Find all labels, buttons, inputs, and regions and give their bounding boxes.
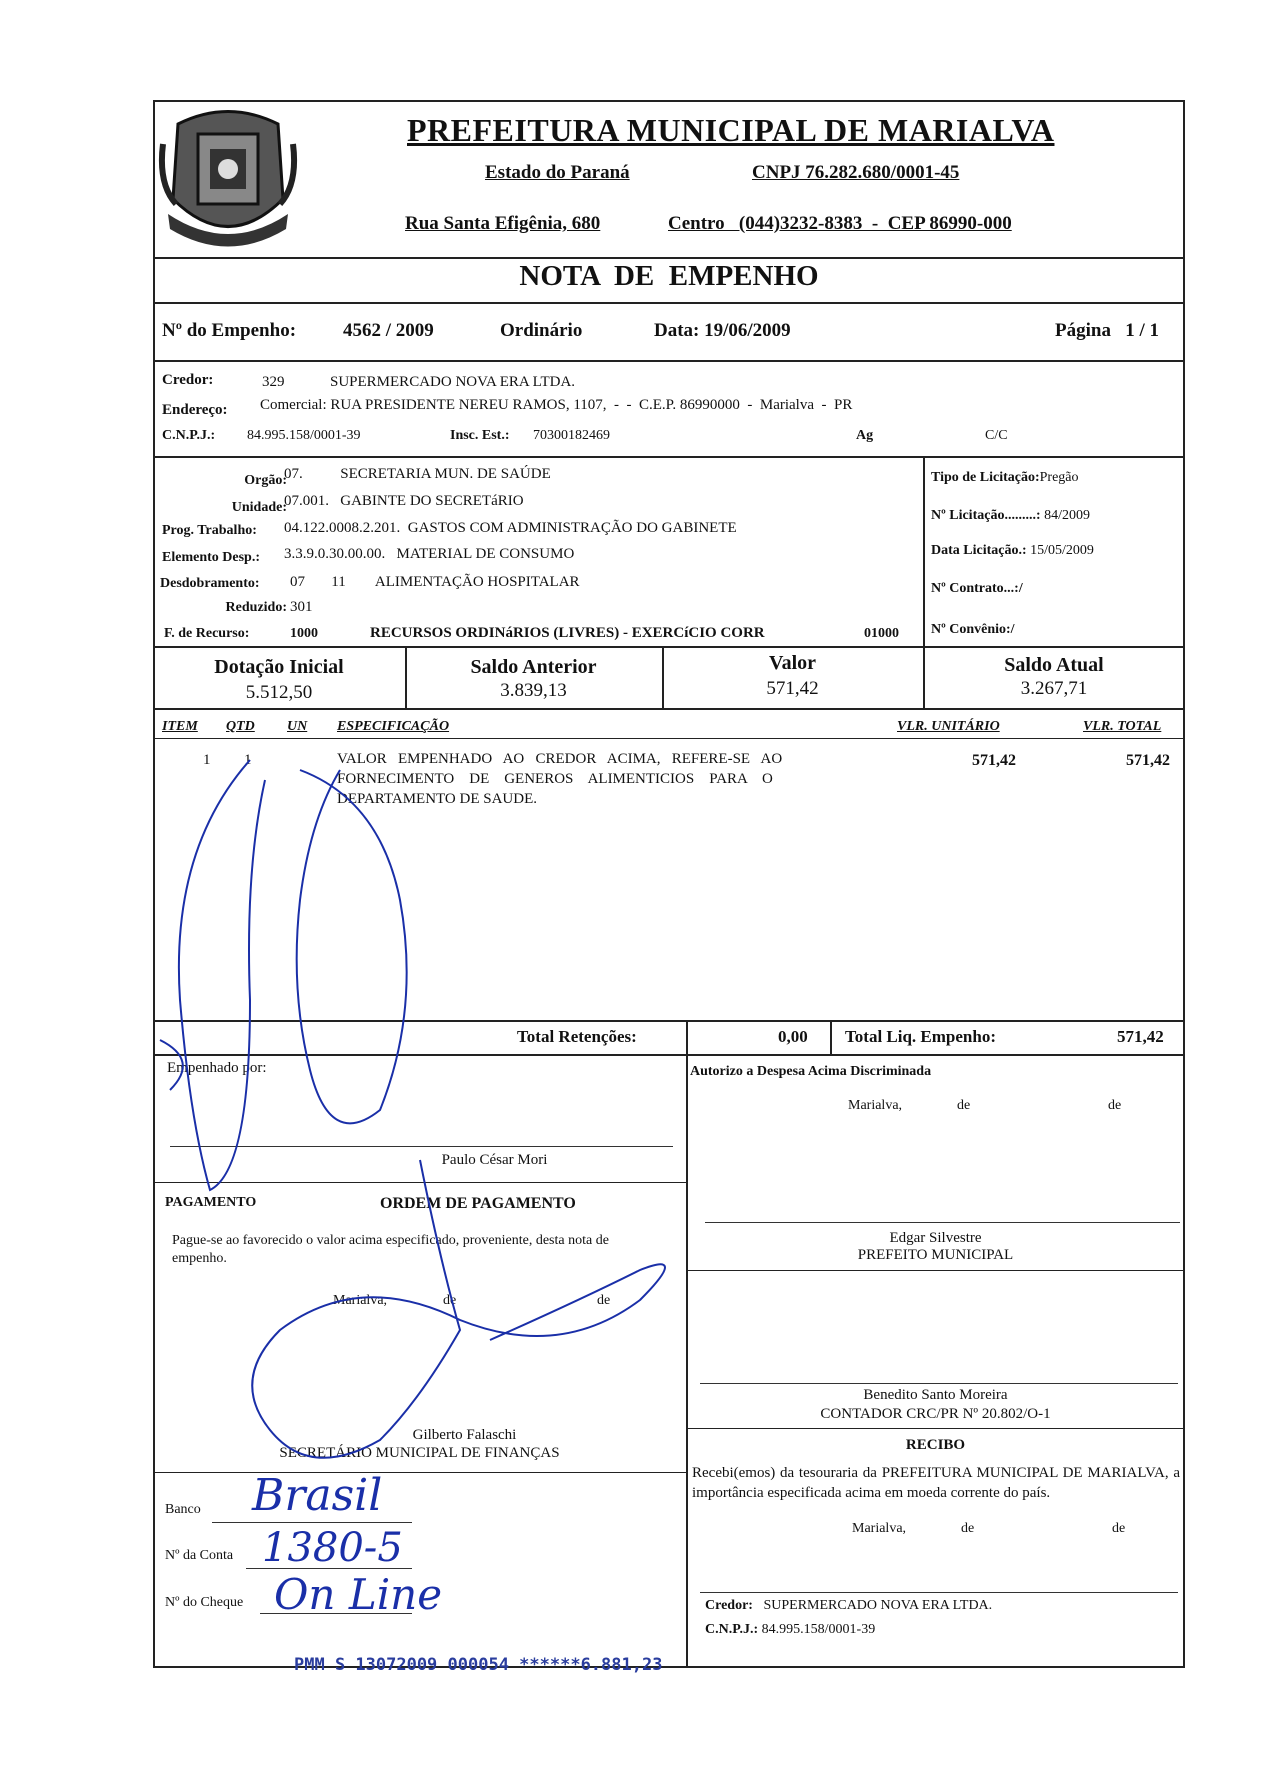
credor-address: Comercial: RUA PRESIDENTE NEREU RAMOS, 1107, - - C.E.P. 86990000 - Marialva - PR <box>260 397 853 413</box>
address-header: Rua Santa Efigênia, 680 <box>405 213 601 234</box>
unidade-value: 07.001. GABINTE DO SECRETáRIO <box>284 493 524 509</box>
divider <box>153 1054 1185 1056</box>
divider <box>153 738 1185 739</box>
address-label: Endereço: <box>162 402 228 418</box>
doc-title: NOTA DE EMPENHO <box>519 260 819 292</box>
elemento-label: Elemento Desp.: <box>162 550 260 565</box>
elemento-value: 3.3.9.0.30.00.00. MATERIAL DE CONSUMO <box>284 546 575 562</box>
item-total-value: 571,42 <box>1126 752 1170 769</box>
pague-text: Pague-se ao favorecido o valor acima especificado, proveniente, desta nota de empenho. <box>172 1233 609 1266</box>
insc-value: 70300182469 <box>533 428 610 443</box>
retencoes-value: 0,00 <box>778 1027 808 1046</box>
valor-label: Valor <box>768 652 817 674</box>
empenho-number: 4562 / 2009 <box>343 320 434 341</box>
de-label: de <box>957 1098 971 1113</box>
credor-code: 329 <box>262 374 285 390</box>
saldo-anterior-label: Saldo Anterior <box>470 656 597 678</box>
handwritten-cheque: On Line <box>274 1570 443 1619</box>
dotacao-label: Dotação Inicial <box>214 656 344 678</box>
divider <box>686 1020 688 1054</box>
data-licitacao: Data Licitação.: 15/05/2009 <box>931 543 1094 558</box>
cc-label: C/C <box>985 428 1008 443</box>
retencoes-label: Total Retenções: <box>517 1027 637 1046</box>
col-unit-value: VLR. UNITÁRIO <box>897 719 1000 734</box>
contador-title: CONTADOR CRC/PR Nº 20.802/O-1 <box>820 1406 1051 1422</box>
financas-title: SECRETÁRIO MUNICIPAL DE FINANÇAS <box>279 1445 560 1461</box>
credor-cnpj: 84.995.158/0001-39 <box>247 428 361 443</box>
col-item: ITEM <box>162 719 198 734</box>
divider <box>830 1020 832 1054</box>
unidade-label: Unidade: <box>231 500 287 515</box>
ordem-pagamento: ORDEM DE PAGAMENTO <box>380 1195 576 1212</box>
item-qtd: 1 <box>244 752 252 768</box>
divider <box>153 456 1185 458</box>
handwritten-conta: 1380-5 <box>262 1525 403 1571</box>
cheque-label: Nº do Cheque <box>165 1595 244 1610</box>
de-label: de <box>443 1293 457 1308</box>
reduzido-value: 301 <box>290 599 313 615</box>
prog-label: Prog. Trabalho: <box>162 523 257 538</box>
autorizo-label: Autorizo a Despesa Acima Discriminada <box>690 1064 932 1079</box>
prog-value: 04.122.0008.2.201. GASTOS COM ADMINISTRAÇÃO DO GABINETE <box>284 520 737 536</box>
signature-line <box>705 1222 1180 1223</box>
contador-name: Benedito Santo Moreira <box>863 1387 1008 1403</box>
divider <box>153 1472 686 1473</box>
reduzido-label: Reduzido: <box>225 600 287 615</box>
marialva-label: Marialva, <box>333 1293 388 1308</box>
financas-name: Gilberto Falaschi <box>412 1427 517 1443</box>
divider <box>686 1270 1185 1271</box>
desdobramento-value: 07 11 ALIMENTAÇÃO HOSPITALAR <box>290 574 580 590</box>
divider <box>153 302 1185 304</box>
divider <box>153 360 1185 362</box>
empenho-label: Nº do Empenho: <box>162 320 297 341</box>
saldo-atual-label: Saldo Atual <box>1004 654 1104 676</box>
marialva-label: Marialva, <box>852 1521 907 1536</box>
item-spec-line: FORNECIMENTO DE GENEROS ALIMENTICIOS PARA O <box>337 771 773 787</box>
item-spec-line: VALOR EMPENHADO AO CREDOR ACIMA, REFERE-SE AO <box>337 751 783 767</box>
convenio-label: Nº Convênio:/ <box>931 622 1015 637</box>
signature-line <box>700 1592 1178 1593</box>
desdobramento-label: Desdobramento: <box>160 576 260 591</box>
de-label: de <box>1112 1521 1126 1536</box>
marialva-label: Marialva, <box>848 1098 903 1113</box>
recurso-label: F. de Recurso: <box>164 626 250 641</box>
credor-label: Credor: <box>162 372 214 388</box>
liq-label: Total Liq. Empenho: <box>845 1027 996 1046</box>
dotacao-value: 5.512,50 <box>245 682 313 703</box>
saldo-anterior-value: 3.839,13 <box>500 680 567 701</box>
prefeito-name: Edgar Silvestre <box>889 1230 982 1246</box>
tipo-licitacao: Tipo de Licitação:Pregão <box>931 470 1079 485</box>
col-spec: ESPECIFICAÇÃO <box>337 719 450 734</box>
item-number: 1 <box>203 752 211 768</box>
recurso-num: 01000 <box>864 626 899 641</box>
col-un: UN <box>287 719 308 734</box>
cnpj-label: C.N.P.J.: <box>162 428 216 443</box>
cnpj-header: CNPJ 76.282.680/0001-45 <box>752 162 960 183</box>
credor-name: SUPERMERCADO NOVA ERA LTDA. <box>330 374 576 390</box>
recibo-credor: Credor: SUPERMERCADO NOVA ERA LTDA. <box>705 1598 993 1613</box>
saldo-atual-value: 3.267,71 <box>1020 678 1088 699</box>
page-number: Página 1 / 1 <box>1055 320 1159 341</box>
col-total-value: VLR. TOTAL <box>1083 719 1162 734</box>
empenhado-name: Paulo César Mori <box>441 1152 548 1168</box>
contrato-label: Nº Contrato...:/ <box>931 581 1023 596</box>
banco-line <box>212 1522 412 1523</box>
empenho-type: Ordinário <box>500 320 583 341</box>
divider <box>686 1054 688 1668</box>
insc-label: Insc. Est.: <box>450 428 510 443</box>
pagamento-label: PAGAMENTO <box>165 1195 257 1210</box>
divider <box>153 257 1185 259</box>
recibo-label: RECIBO <box>905 1437 966 1453</box>
item-spec-line: DEPARTAMENTO DE SAUDE. <box>337 791 537 807</box>
recibo-text: Recebi(emos) da tesouraria da PREFEITURA MUNICIPAL DE MARIALVA, a importância especificada acima em moeda corrente do país. <box>692 1465 1180 1501</box>
orgao-label: Orgão: <box>244 473 287 488</box>
divider <box>153 708 1185 710</box>
col-qtd: QTD <box>226 719 255 734</box>
signature-line <box>700 1383 1178 1384</box>
recurso-desc: RECURSOS ORDINáRIOS (LIVRES) - EXERCíCIO CORR <box>370 625 765 641</box>
prefeito-title: PREFEITO MUNICIPAL <box>857 1247 1014 1263</box>
conta-label: Nº da Conta <box>165 1548 234 1563</box>
liq-value: 571,42 <box>1117 1027 1164 1046</box>
recibo-cnpj: C.N.P.J.: 84.995.158/0001-39 <box>705 1622 876 1637</box>
municipality-title: PREFEITURA MUNICIPAL DE MARIALVA <box>407 112 1055 148</box>
mechanical-stamp: PMM S 13072009 000054 ******6.881,23 <box>294 1655 663 1675</box>
empenhado-label: Empenhado por: <box>167 1060 267 1076</box>
empenho-date: Data: 19/06/2009 <box>654 320 791 341</box>
de-label: de <box>597 1293 611 1308</box>
valor-value: 571,42 <box>766 678 819 699</box>
banco-label: Banco <box>165 1502 201 1517</box>
orgao-value: 07. SECRETARIA MUN. DE SAÚDE <box>284 466 551 482</box>
handwritten-banco: Brasil <box>252 1470 383 1521</box>
coat-of-arms-icon <box>158 104 298 256</box>
divider <box>153 1020 1185 1022</box>
district-phone: Centro (044)3232-8383 - CEP 86990-000 <box>668 213 1012 234</box>
de-label: de <box>1108 1098 1122 1113</box>
item-unit-value: 571,42 <box>972 752 1016 769</box>
state-label: Estado do Paraná <box>485 162 630 183</box>
divider <box>686 1428 1185 1429</box>
divider <box>153 1182 686 1183</box>
signature-line <box>170 1146 673 1147</box>
de-label: de <box>961 1521 975 1536</box>
recurso-code: 1000 <box>290 626 318 641</box>
num-licitacao: Nº Licitação.........: 84/2009 <box>931 508 1090 523</box>
divider <box>923 456 925 646</box>
divider <box>153 646 1185 648</box>
ag-label: Ag <box>856 428 874 443</box>
